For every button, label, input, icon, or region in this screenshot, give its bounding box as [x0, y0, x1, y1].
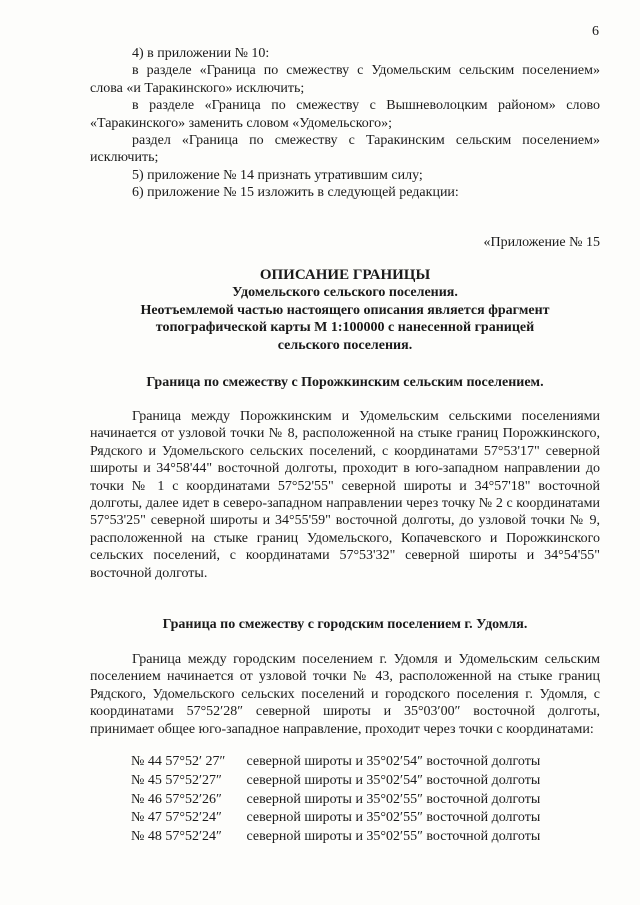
amendment-item: 4) в приложении № 10: [132, 46, 270, 61]
title-block [90, 267, 600, 354]
point-number: № 46 57°52′26″ [131, 791, 222, 807]
amendment-item: раздел «Граница по смежеству с Таракинским сельским поселением» исключить; [90, 133, 600, 166]
point-coordinates: северной широты и 35°02′54″ восточной долготы [246, 772, 541, 788]
point-number: № 44 57°52′ 27″ [131, 754, 226, 769]
section-heading: Граница по смежеству с Порожкинским сельским поселением. [146, 375, 544, 390]
point-coordinates: северной широты и 35°02′55″ восточной долготы [246, 810, 541, 826]
section-paragraph: Граница между Порожкинским и Удомельским сельскими поселениями начинается от узловой точки № 8, расположенной на стыке границ Порожкинского, Рядского и Удомельского сельских поселений, с координатами 57°53'17" северной широты и 34°58'44" восточной долготы, проходит в юго-западном направлении до точки № 1 с координатами 57°52'55" северной широты и 34°57'18" восточной долготы, далее идет в северо-западном направлении через точку № 2 с координатами 57°53'25" северной широты и 34°55'59" восточной долготы, до узловой точки № 9, расположенной на стыке границ Удомельского, Копачевского и Порожкинского сельских поселений, с координатами 57°53'32" северной широты и 34°54'55" восточной долготы. [90, 409, 600, 581]
subtitle-line: Удомельского сельского поселения. [232, 285, 458, 301]
section-heading: Граница по смежеству с городским поселением г. Удомля. [162, 617, 528, 632]
point-coordinates: северной широты и 35°02′55″ восточной долготы [246, 791, 541, 807]
coordinate-row [131, 828, 540, 847]
coordinate-row [131, 809, 540, 828]
section-body-block [90, 408, 600, 582]
section-body-block [90, 651, 600, 738]
amendments-block [90, 45, 600, 202]
subtitle-line: топографической карты М 1:100000 с нанесенной границей [155, 320, 535, 336]
document-title: ОПИСАНИЕ ГРАНИЦЫ [259, 267, 431, 283]
point-coordinates: северной широты и 35°02′55″ восточной долготы [246, 829, 541, 845]
subtitle-line: Неотъемлемой частью настоящего описания является фрагмент [140, 302, 550, 318]
point-number: № 45 57°52′27″ [131, 772, 222, 788]
point-number: № 47 57°52′24″ [131, 810, 222, 826]
amendment-item: 6) приложение № 15 изложить в следующей редакции: [132, 185, 459, 201]
coordinate-row [131, 772, 540, 791]
section-heading-block [90, 374, 600, 391]
coordinate-row [131, 753, 540, 772]
appendix-label: «Приложение № 15 [483, 235, 600, 250]
amendment-item: в разделе «Граница по смежеству с Удомельским сельским поселением» слова «и Таракинского» исключить; [90, 63, 600, 96]
coordinate-list [131, 753, 540, 847]
point-coordinates: северной широты и 35°02′54″ восточной долготы [246, 754, 541, 769]
subtitle-line: сельского поселения. [277, 337, 413, 353]
point-number: № 48 57°52′24″ [131, 829, 222, 845]
amendment-item: 5) приложение № 14 признать утратившим силу; [132, 167, 423, 183]
page-number: 6 [592, 24, 599, 39]
section-heading-block [90, 616, 600, 633]
coordinate-row [131, 791, 540, 810]
section-paragraph: Граница между городским поселением г. Удомля и Удомельским сельским поселением начинается от узловой точки № 43, расположенной на стыке границ Рядского, Удомельского сельских поселений и городского поселения г. Удомля, с координатами 57°52′28″ северной широты и 35°03′00″ восточной долготы, принимает общее юго-западное направление, проходит через точки с координатами: [90, 652, 600, 737]
amendment-item: в разделе «Граница по смежеству с Вышневолоцким районом» слово «Таракинского» заменить словом «Удомельского»; [90, 98, 600, 131]
appendix-label-block [90, 234, 600, 251]
